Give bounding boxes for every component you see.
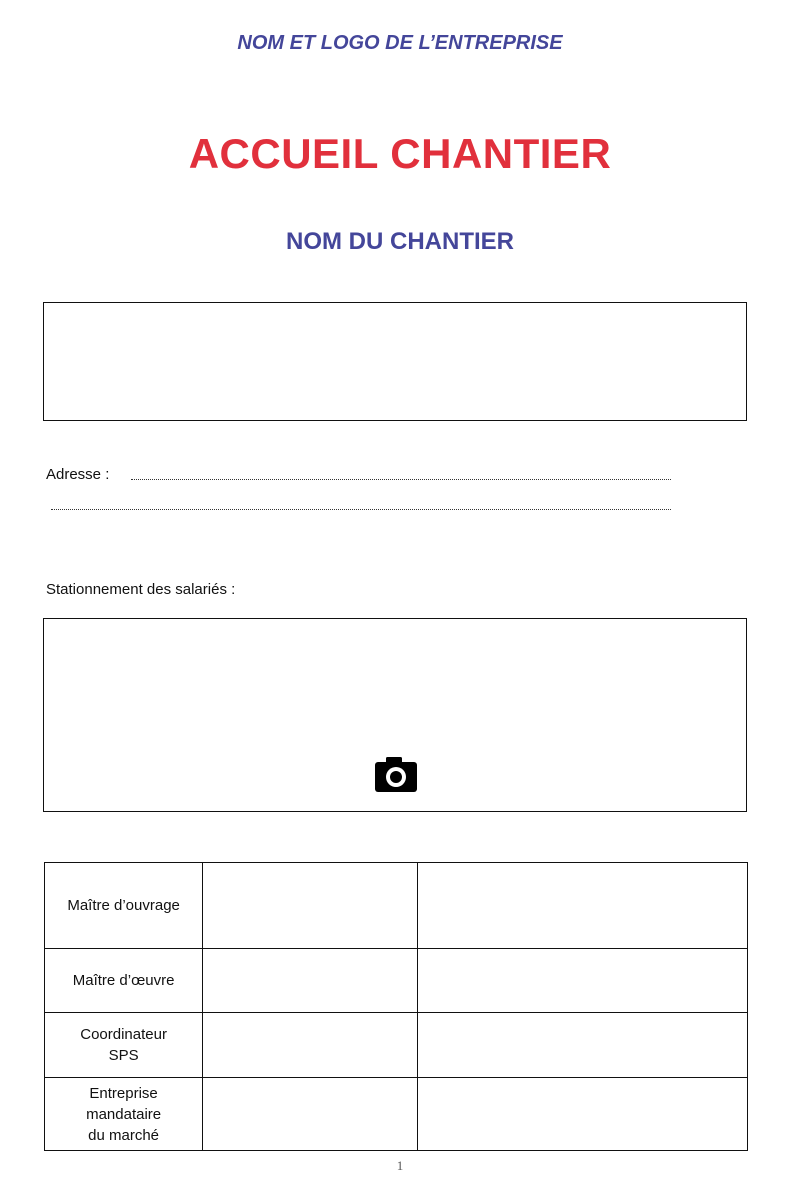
contact-cell[interactable] — [417, 949, 747, 1013]
row-label-cell — [45, 1013, 203, 1078]
name-cell[interactable] — [203, 1013, 417, 1078]
row-label-cell — [45, 949, 203, 1013]
site-info-box[interactable] — [43, 302, 747, 421]
row-label: Entreprise mandataire du marché — [86, 1084, 162, 1144]
address-line-1[interactable] — [131, 479, 671, 480]
table-row — [45, 949, 748, 1013]
contact-cell[interactable] — [417, 1013, 747, 1078]
table-row — [45, 1078, 748, 1151]
row-label: Maître d’ouvrage — [67, 897, 180, 914]
row-label-cell — [45, 863, 203, 949]
camera-icon[interactable] — [374, 755, 418, 793]
row-label: Coordinateur SPS — [80, 1026, 167, 1064]
camera-icon-graphic — [374, 755, 418, 793]
site-name: NOM DU CHANTIER — [286, 228, 514, 255]
contact-cell[interactable] — [417, 863, 747, 949]
contact-cell[interactable] — [417, 1078, 747, 1151]
address-label: Adresse : — [46, 466, 110, 483]
table-row — [45, 863, 748, 949]
row-label-cell — [45, 1078, 203, 1151]
page-title: ACCUEIL CHANTIER — [188, 130, 612, 177]
row-label: Maître d’œuvre — [72, 972, 175, 989]
name-cell[interactable] — [203, 1078, 417, 1151]
parking-label: Stationnement des salariés : — [46, 581, 236, 598]
actors-table — [44, 862, 748, 1151]
name-cell[interactable] — [203, 863, 417, 949]
company-name-logo: NOM ET LOGO DE L’ENTREPRISE — [237, 32, 563, 54]
address-line-2[interactable] — [51, 509, 671, 510]
table-row — [45, 1013, 748, 1078]
page-number: 1 — [396, 1158, 404, 1173]
name-cell[interactable] — [203, 949, 417, 1013]
